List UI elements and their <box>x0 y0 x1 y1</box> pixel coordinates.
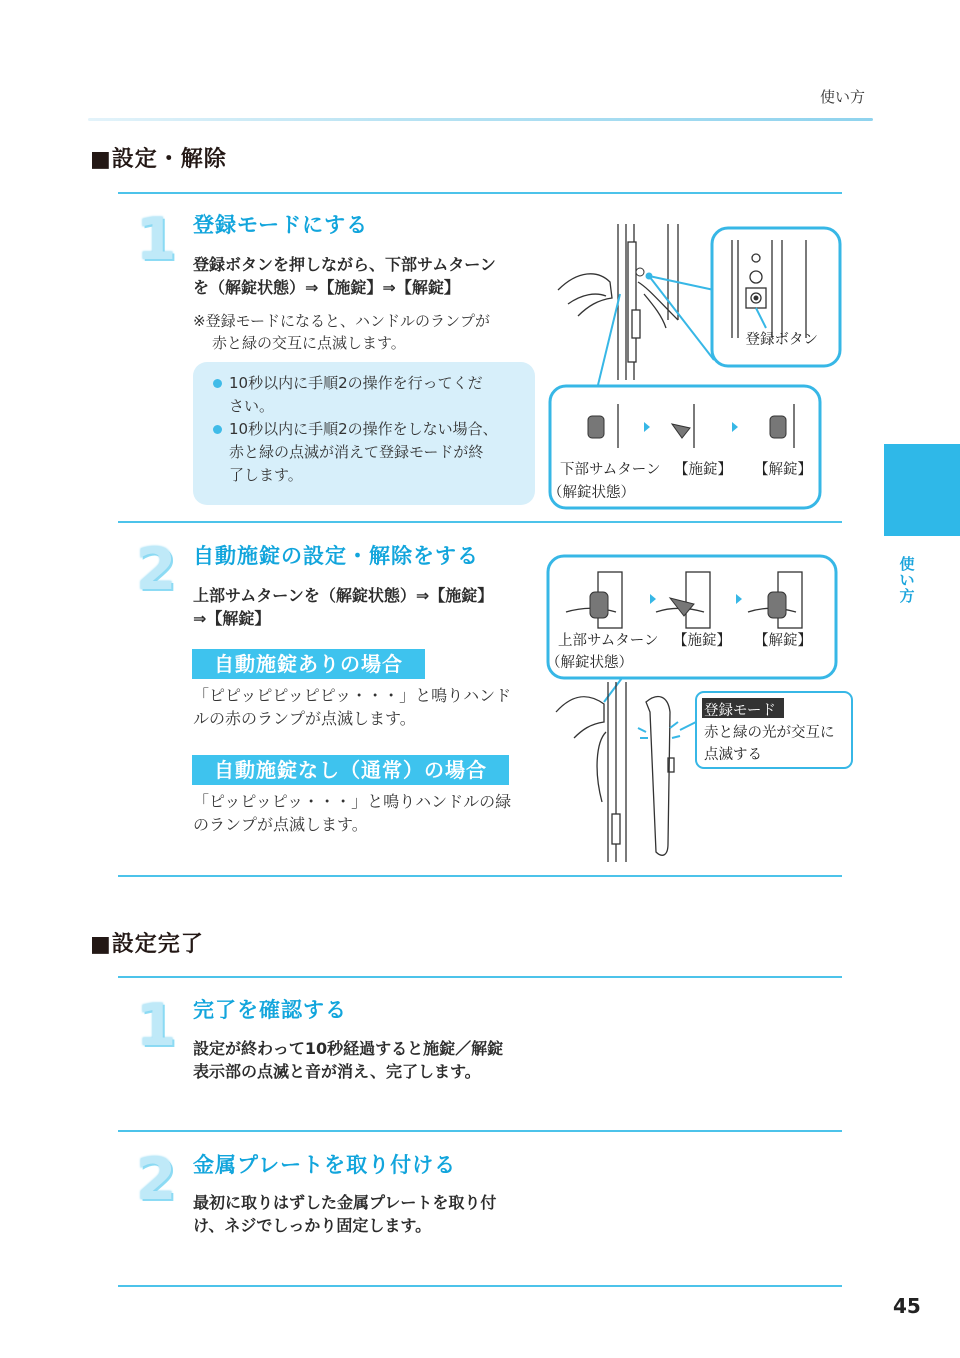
separator <box>118 875 842 877</box>
step-title: 金属プレートを取り付ける <box>193 1153 457 1177</box>
upper-thumbturn-caption: 上部サムターン <box>558 633 659 649</box>
separator <box>118 521 842 523</box>
note-bullet: 10秒以内に手順2の操作を行ってくだ さい。 <box>193 372 535 418</box>
register-mode-tag: 登録モード <box>704 703 776 719</box>
step-body: 設定が終わって10秒経過すると施錠／解錠 表示部の点滅と音が消え、完了します。 <box>193 1039 504 1081</box>
section-title-complete: ■設定完了 <box>90 932 204 957</box>
step-note: ※登録モードになると、ハンドルのランプが 赤と緑の交互に点滅します。 <box>193 312 490 352</box>
auto-lock-off-text: 「ピッピッピッ・・・」と鳴りハンドルの緑 のランプが点滅します。 <box>193 792 512 834</box>
separator <box>118 1130 842 1132</box>
separator <box>118 1285 842 1287</box>
side-tab[interactable] <box>884 444 960 536</box>
register-button-caption: 登録ボタン <box>745 332 818 348</box>
separator <box>118 976 842 978</box>
mode-description-line1: 赤と緑の光が交互に <box>704 725 835 741</box>
auto-lock-on-text: 「ピピッピピッピピッ・・・」と鳴りハンド ルの赤のランプが点滅します。 <box>193 686 512 728</box>
step-body: 上部サムターンを（解錠状態）⇒【施錠】 ⇒【解錠】 <box>193 586 494 628</box>
unlock-caption: 【解錠】 <box>754 633 812 649</box>
thumbturn-caption: 下部サムターン <box>560 462 661 478</box>
unlocked-state-caption: （解錠状態） <box>546 655 633 671</box>
bullet-dot-icon <box>213 425 222 434</box>
bullet-dot-icon <box>213 379 222 388</box>
step-number: 2 <box>136 535 177 603</box>
lock-caption: 【施錠】 <box>674 462 732 478</box>
step-number: 2 <box>136 1145 177 1213</box>
mode-description-line2: 点滅する <box>704 747 762 763</box>
step-title: 完了を確認する <box>193 998 347 1022</box>
auto-lock-off-banner: 自動施錠なし（通常）の場合 <box>192 755 509 785</box>
header-label: 使い方 <box>820 88 866 106</box>
auto-lock-on-banner: 自動施錠ありの場合 <box>192 649 425 679</box>
note-box <box>193 362 535 505</box>
step-number: 1 <box>136 205 177 273</box>
note-bullet: 10秒以内に手順2の操作をしない場合、 赤と緑の点滅が消えて登録モードが終 了します。 <box>193 418 535 487</box>
unlocked-state-caption: （解錠状態） <box>548 485 635 501</box>
header-rule <box>88 118 873 121</box>
page-number: 45 <box>893 1294 921 1318</box>
lock-caption: 【施錠】 <box>673 633 731 649</box>
unlock-caption: 【解錠】 <box>754 462 812 478</box>
step-number: 1 <box>136 991 177 1059</box>
step-title: 登録モードにする <box>193 213 369 237</box>
step-title: 自動施錠の設定・解除をする <box>193 544 479 568</box>
step-body: 最初に取りはずした金属プレートを取り付 け、ネジでしっかり固定します。 <box>193 1193 497 1235</box>
step-body: 登録ボタンを押しながら、下部サムターン を（解錠状態）⇒【施錠】⇒【解錠】 <box>193 255 496 297</box>
separator <box>118 192 842 194</box>
side-tab-label: 使 い 方 <box>899 555 915 605</box>
section-title-setting: ■設定・解除 <box>90 147 227 172</box>
auto-lock-illustration <box>546 552 856 864</box>
